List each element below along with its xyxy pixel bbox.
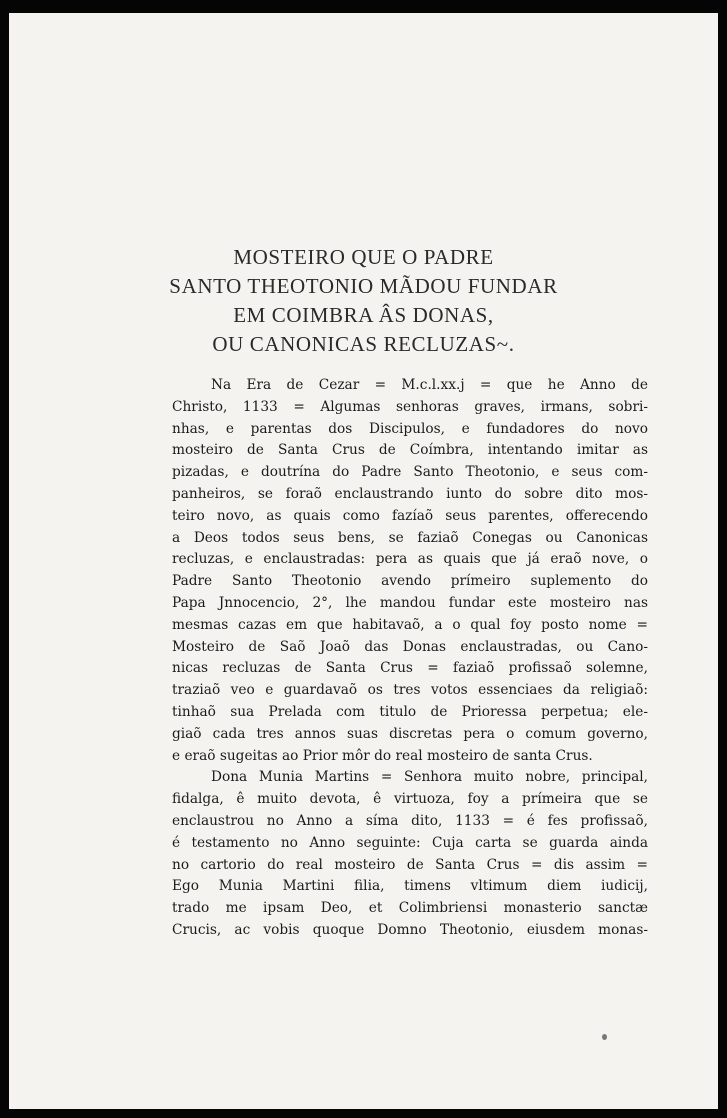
- title-line: OU CANONICAS RECLUZAS~.: [212, 332, 515, 356]
- title-line: SANTO THEOTONIO MÃDOU FUNDAR: [169, 274, 558, 298]
- text-line: tinhaõ sua Prelada com titulo de Prioressa perpetua; ele-: [172, 703, 648, 720]
- text-line: Papa Jnnocencio, 2°, lhe mandou fundar este mosteiro nas: [172, 594, 648, 611]
- page-title: [9, 243, 718, 359]
- text-line: giaõ cada tres annos suas discretas pera o comum governo,: [172, 725, 648, 742]
- manuscript-page: [9, 13, 718, 1109]
- text-line: fidalga, ê muito devota, ê virtuoza, foy a prímeira que se: [172, 791, 648, 808]
- text-line: Crucis, ac vobis quoque Domno Theotonio, eiusdem monas-: [172, 921, 648, 938]
- text-line: teiro novo, as quais como fazíaõ seus parentes, offerecendo: [172, 507, 648, 524]
- text-line: Ego Munia Martini filia, timens vltimum diem iudicij,: [172, 878, 648, 895]
- text-line: pizadas, e doutrína do Padre Santo Theotonio, e seus com-: [172, 464, 648, 481]
- text-line: recluzas, e enclaustradas: pera as quais que já eraõ nove, o: [172, 551, 648, 568]
- text-line: é testamento no Anno seguinte: Cuja carta se guarda ainda: [172, 834, 648, 851]
- text-line: traziaõ veo e guardavaõ os tres votos essenciaes da religiaõ:: [172, 682, 648, 699]
- text-line: Padre Santo Theotonio avendo prímeiro suplemento do: [172, 573, 648, 590]
- text-line: mesmas cazas em que habitavaõ, a o qual foy posto nome =: [172, 616, 648, 633]
- text-line: trado me ipsam Deo, et Colimbriensi monasterio sanctæ: [172, 900, 648, 917]
- text-line: mosteiro de Santa Crus de Coímbra, intentando imitar as: [172, 442, 648, 459]
- text-line: nicas recluzas de Santa Crus = faziaõ profissaõ solemne,: [172, 660, 648, 677]
- text-line: Christo, 1133 = Algumas senhoras graves, irmans, sobri-: [172, 398, 648, 415]
- text-line: enclaustrou no Anno a síma dito, 1133 = é fes profissaõ,: [172, 812, 648, 829]
- ink-speck: [602, 1034, 607, 1040]
- title-line: MOSTEIRO QUE O PADRE: [233, 245, 494, 269]
- text-line: Dona Munia Martins = Senhora muito nobre, principal,: [211, 769, 648, 786]
- text-line: panheiros, se foraõ enclaustrando iunto do sobre dito mos-: [172, 485, 648, 502]
- text-line: e eraõ sugeitas ao Prior môr do real mosteiro de santa Crus.: [172, 747, 593, 764]
- body-text: [172, 375, 648, 942]
- text-line: Na Era de Cezar = M.c.l.xx.j = que he Anno de: [211, 377, 648, 393]
- text-line: Mosteiro de Saõ Joaõ das Donas enclaustradas, ou Cano-: [172, 638, 648, 655]
- text-line: nhas, e parentas dos Discipulos, e fundadores do novo: [172, 420, 648, 437]
- text-line: no cartorio do real mosteiro de Santa Crus = dis assim =: [172, 856, 648, 873]
- title-line: EM COIMBRA ÂS DONAS,: [233, 303, 494, 327]
- text-line: a Deos todos seus bens, se faziaõ Conegas ou Canonicas: [172, 529, 648, 546]
